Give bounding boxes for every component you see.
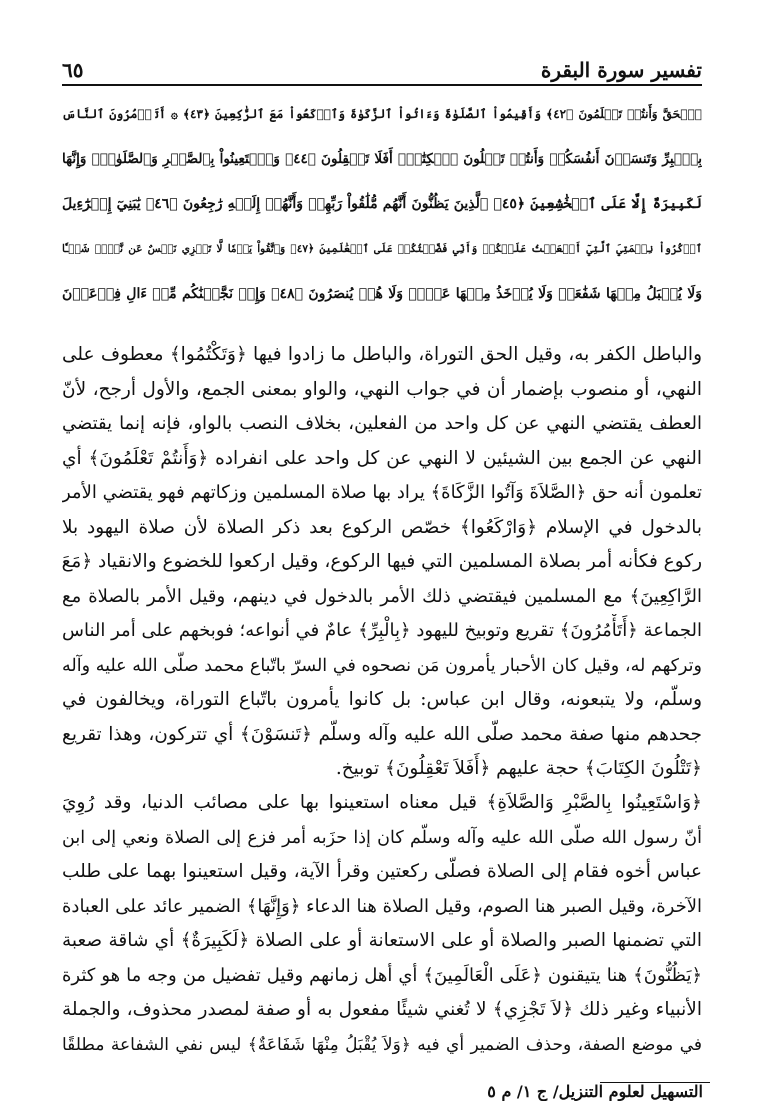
commentary-line: والباطل الكفر به، وقيل الحق التوراة، والباطل ما زادوا فيها ﴿وَتَكْتُمُوا﴾ معطوف على xyxy=(62,344,702,365)
commentary-line: بالدخول في الإسلام ﴿وَارْكَعُوا﴾ خصّص الركوع بعد ذكر الصلاة لأن صلاة اليهود بلا xyxy=(62,516,702,538)
quran-verses-block xyxy=(62,92,702,317)
page-title: تفسير سورة البقرة xyxy=(540,58,702,82)
quran-line: لَكَبِيرَةٌ إِلَّا عَلَى ٱلۡخَٰشِعِينَ ﴿٤٥﴾ ٱلَّذِينَ يَظُنُّونَ أَنَّهُم مُّلَٰقُواْ رَبِّهِمۡ وَأَنَّهُمۡ إِلَيۡهِ رَٰجِعُونَ ﴿٤٦﴾ يَٰبَنِيٓ إِسۡرَٰٓءِيلَ xyxy=(62,196,702,212)
quran-line: ٱلۡحَقَّ وَأَنتُمۡ تَعۡلَمُونَ ﴿٤٢﴾ وَأَقِيمُواْ ٱلصَّلَوٰةَ وَءَاتُواْ ٱلزَّكَوٰةَ وَٱرۡكَعُواْ مَعَ ٱلرَّٰكِعِينَ ﴿٤٣﴾ ۞ أَتَأۡمُرُونَ ٱلنَّاسَ xyxy=(62,107,702,121)
page-number: ٦٥ xyxy=(62,58,84,82)
commentary-line: ركوع فكأنه أمر بصلاة المسلمين التي فيها الركوع، وقيل اركعوا للخضوع والانقياد ﴿مَعَ xyxy=(62,551,702,572)
commentary-line: ﴿يَظُنُّونَ﴾ هنا يتيقنون ﴿عَلَى الْعَالَمِينَ﴾ أي أهل زمانهم وقيل تفضيل من وجه ما هو كثرة xyxy=(62,964,702,986)
commentary-line: ﴿تَتْلُونَ الكِتَابَ﴾ حجة عليهم ﴿أَفَلاَ تَعْقِلُونَ﴾ توبيخ. xyxy=(335,758,702,779)
commentary-line: التي تضمنها الصبر والصلاة أو على الاستعانة أو على الصلاة ﴿لَكَبِيرَةٌ﴾ أي شاقة صعبة xyxy=(62,930,702,951)
quran-line: بِٱلۡبِرِّ وَتَنسَوۡنَ أَنفُسَكُمۡ وَأَنتُمۡ تَتۡلُونَ ٱلۡكِتَٰبَۚ أَفَلَا تَعۡقِلُونَ ﴿٤٤﴾ وَٱسۡتَعِينُواْ بِٱلصَّبۡرِ وَٱلصَّلَوٰةِۚ وَإِنَّهَا xyxy=(62,151,702,167)
quran-line: وَلَا يُقۡبَلُ مِنۡهَا شَفَٰعَةٞ وَلَا يُؤۡخَذُ مِنۡهَا عَدۡلٞ وَلَا هُمۡ يُنصَرُونَ ﴿٤٨﴾ وَإِذۡ نَجَّيۡنَٰكُم مِّنۡ ءَالِ فِرۡعَوۡنَ xyxy=(62,286,702,302)
commentary-paragraph-1 xyxy=(62,338,702,787)
commentary-line: في موضع الصفة، وحذف الضمير أي فيه ﴿وَلاَ يُقْبَلُ مِنْهَا شَفَاعَةٌ﴾ ليس نفي الشفاعة مطلقًا xyxy=(62,1034,702,1055)
quran-line: ٱذۡكُرُواْ نِعۡمَتِيَ ٱلَّتِيٓ أَنۡعَمۡتُ عَلَيۡكُمۡ وَأَنِّي فَضَّلۡتُكُمۡ عَلَى ٱلۡعَٰلَمِينَ ﴿٤٧﴾ وَٱتَّقُواْ يَوۡمٗا لَّا تَجۡزِي نَفۡسٌ عَن نَّفۡسٖ شَيۡـٔٗا xyxy=(62,243,702,255)
header-rule xyxy=(62,84,702,86)
commentary-line: وتركهم له، وقيل كان الأحبار يأمرون مَن نصحوه في السرّ باتّباع محمد صلّى الله عليه وآله xyxy=(62,655,702,676)
commentary-line: عباس أخوه فقام إلى الصلاة فصلّى ركعتين وقرأ الآية، وقيل استعينوا بهما على طلب xyxy=(62,861,702,882)
commentary-line: جحدهم منها صفة محمد صلّى الله عليه وآله وسلّم ﴿تَنسَوْنَ﴾ أي تتركون، وهذا تقريع xyxy=(62,723,702,745)
commentary-line: العطف يقتضي النهي عن كل واحد من الفعلين، بخلاف النصب بالواو، فإنه إنما يقتضي xyxy=(62,413,702,434)
commentary-line: ﴿وَاسْتَعِينُوا بِالصَّبْرِ وَالصَّلاَةِ﴾ قيل معناه استعينوا بها على مصائب الدنيا، وقد رُوِيَ xyxy=(62,792,702,813)
page-header xyxy=(62,48,702,82)
commentary-line: وسلّم، ولا يتبعونه، وقال ابن عباس: بل كانوا يأمرون باتّباع التوراة، ويخالفون في xyxy=(62,689,702,710)
commentary-line: الرَّاكِعِينَ﴾ مع المسلمين فيقتضي ذلك الأمر بالدخول في دينهم، وقيل الأمر بالصلاة مع xyxy=(62,585,702,607)
commentary-line: النهي عن الجمع بين الشيئين لا النهي عن كل واحد على انفراده ﴿وَأَنتُمْ تَعْلَمُونَ﴾ أي xyxy=(62,447,702,469)
commentary-line: النهي، أو منصوب بإضمار أن في جواب النهي، والواو بمعنى الجمع، والأول أرجح، لأنّ xyxy=(62,378,702,400)
commentary-line: الآخرة، وقيل الصبر هنا الصوم، وقيل الصلاة هنا الدعاء ﴿وَإِنَّهَا﴾ الضمير عائد على العبادة xyxy=(62,895,702,917)
commentary-line: الأنبياء وغير ذلك ﴿لاَ تَجْزِي﴾ لا تُغني شيئًا مفعول به أو صفة لمصدر محذوف، والجملة xyxy=(62,999,702,1020)
commentary-line: أنّ رسول الله صلّى الله عليه وآله وسلّم كان إذا حزَبه أمر فزع إلى الصلاة ونعي إلى ابن xyxy=(62,827,702,848)
commentary-line: الجماعة ﴿أَتَأْمُرُونَ﴾ تقريع وتوبيخ لليهود ﴿بِالْبِرِّ﴾ عامٌ في أنواعه؛ فوبخهم على أمر الناس xyxy=(62,620,702,641)
footer-signature: التسهيل لعلوم التنزيل/ ج ١/ م ٥ xyxy=(487,1082,703,1101)
commentary-paragraph-2 xyxy=(62,786,702,1062)
commentary-line: تعلمون أنه حق ﴿الصَّلاَةَ وَآتُوا الزَّكَاةَ﴾ يراد بها صلاة المسلمين وزكاتهم فهو يقتضي الأمر xyxy=(62,482,702,503)
